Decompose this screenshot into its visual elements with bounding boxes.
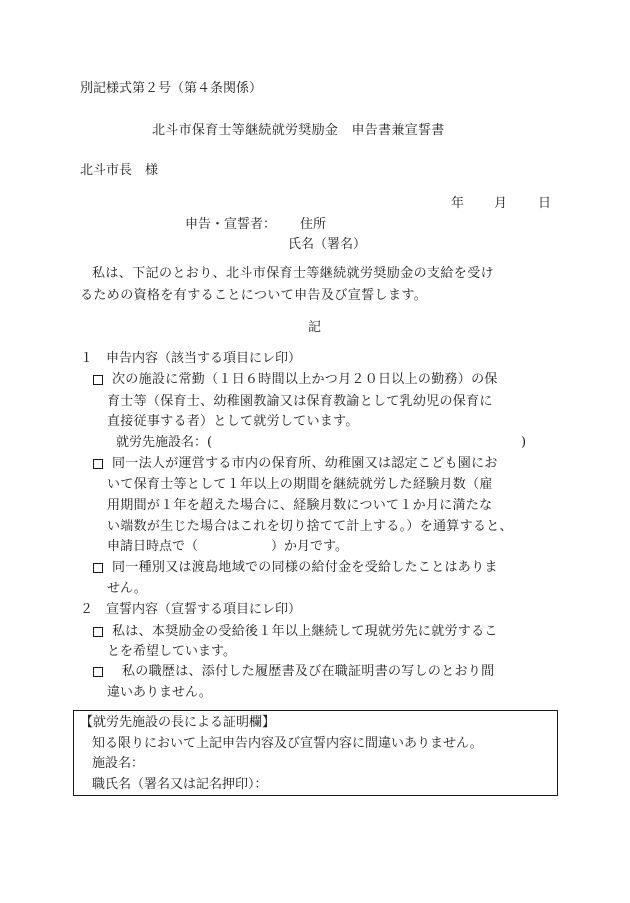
section2-item1-line: とを希望しています。 [107,644,236,659]
section1-item1-checkbox[interactable] [93,375,103,385]
section1-item3-line: 同一種別又は渡島地域での同様の給付金を受給したことはありま [112,560,498,575]
section1-heading: １ 申告内容（該当する項目にレ印） [80,351,302,366]
section2-item1-line: 私は、本奨励金の受給後１年以上継続して現就労先に就労するこ [112,624,498,639]
section1-item1-line: 次の施設に常勤（１日６時間以上かつ月２０日以上の勤務）の保 [112,372,498,387]
section2-heading: ２ 宣誓内容（宣誓する項目にレ印） [80,602,302,617]
workplace-label: 就労先施設名：( [116,435,213,450]
section1-item1-line: 育士等（保育士、幼稚園教諭又は保育教諭として乳幼児の保育に [107,394,493,409]
date-month-label: 月 [494,196,508,211]
document-title: 北斗市保育士等継続就労奨励金 申告書兼宣誓書 [152,123,445,138]
months-suffix: ）か月です。 [271,539,348,554]
applicant-label: 申告・宣誓者： [185,217,277,232]
date-year-label: 年 [451,196,465,211]
section1-item3-line: せん。 [107,581,147,596]
section1-item2-line: いて保育士等として１年以上の期間を継続就労した経験月数（雇 [107,477,493,492]
certificate-title: 【就労先施設の長による証明欄】 [80,715,276,730]
section2-item2-line: 違いありません。 [107,685,212,700]
section2-item1-checkbox[interactable] [93,627,103,637]
workplace-close: ) [521,435,527,450]
months-prefix: 申請日時点で（ [107,539,199,554]
name-label: 氏名（署名） [288,237,367,252]
intro-line-2: るための資格を有することについて申告及び宣誓します。 [80,288,428,303]
facility-name-label: 施設名： [92,756,145,771]
section2-item2-checkbox[interactable] [93,667,103,677]
section1-item1-line: 直接従事する者）として就労しています。 [107,414,359,429]
address-label: 住所 [300,217,327,232]
certificate-statement: 知る限りにおいて上記申告内容及び宣誓内容に間違いありません。 [92,736,483,751]
date-day-label: 日 [538,196,552,211]
section1-item2-line: い端数が生じた場合はこれを切り捨てて計上する。）を通算すると、 [107,519,513,534]
addressee: 北斗市長 様 [80,163,159,178]
ki-label: 記 [308,320,322,335]
intro-line-1: 私は、下記のとおり、北斗市保育士等継続就労奨励金の支給を受け [92,266,495,281]
official-name-label: 職氏名（署名又は記名押印）： [92,777,268,792]
section1-item3-checkbox[interactable] [93,563,103,573]
section2-item2-line: 私の職歴は、添付した履歴書及び在職証明書の写しのとおり間 [122,664,495,679]
section1-item2-line: 用期間が１年を超えた場合に、経験月数について１か月に満たな [107,498,493,513]
section1-item2-checkbox[interactable] [93,459,103,469]
form-number: 別記様式第２号（第４条関係） [80,81,263,96]
section1-item2-line: 同一法人が運営する市内の保育所、幼稚園又は認定こども園にお [112,456,498,471]
